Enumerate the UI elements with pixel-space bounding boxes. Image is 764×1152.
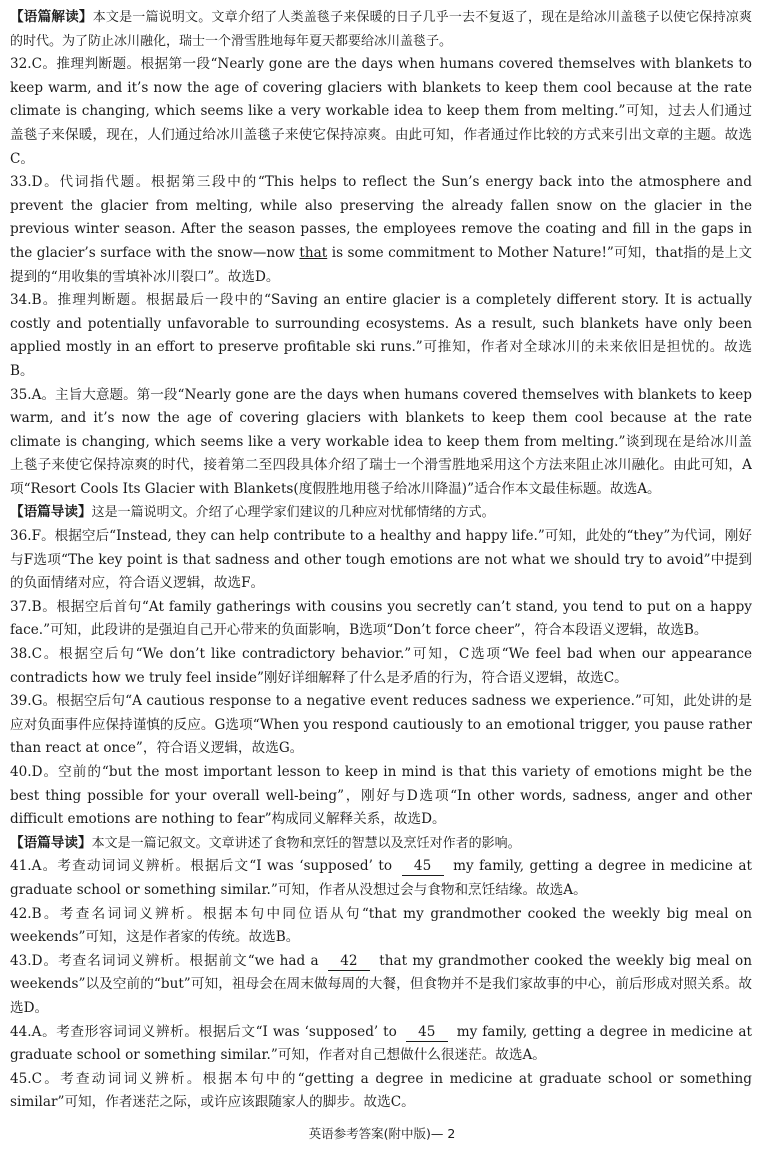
underlined-word: that bbox=[299, 244, 328, 261]
answer-text: 33.D。代词指代题。根据第三段中的“This helps to reflect the Sun’s energy back into the atmosphere and prevent the glacier from melting, while also preserving the already fallen snow on the glacier in the previous winter season. After the season passes, the employees remove the coating and fill in the gaps in the glacier’s surface with the snow—now bbox=[10, 174, 752, 261]
answer-text: is some commitment to Mother Nature!”可知，that指的是上文提到的“用收集的雪填补冰川裂口”。故选D。 bbox=[10, 244, 752, 285]
answer-text: my family, getting a degree in medicine at graduate school or something similar.”可知，作者从没想过会与食物和烹饪结缘。故选A。 bbox=[10, 858, 752, 898]
answer-item-45: 45.C。考查动词词义辨析。根据本句中的“getting a degree in medicine at graduate school or something similar”可知，作者迷茫之际，或许应该跟随家人的脚步。故选C。 bbox=[10, 1070, 752, 1111]
answer-item-36: 36.F。根据空后“Instead, they can help contribute to a healthy and happy life.”可知，此处的“they”为代词，刚好与F选项“The key point is that sadness and other tough emotions are not what we should try to avoid”中提到的负面情绪对应，符合语义逻辑，故选F。 bbox=[10, 528, 752, 592]
answer-item-44 bbox=[10, 1021, 752, 1068]
answer-item-46 bbox=[10, 1115, 752, 1116]
answer-text: 44.A。考查形容词词义辨析。根据后文“I was ‘supposed’ to bbox=[10, 1023, 402, 1040]
section-summary: 本文是一篇说明文。文章介绍了人类盖毯子来保暖的日子几乎一去不复返了，现在是给冰川盖毯子以使它保持凉爽的时代。为了防止冰川融化，瑞士一个滑雪胜地每年夏天都要给冰川盖毯子。 bbox=[10, 10, 752, 49]
section-tag: 【语篇导读】 bbox=[10, 834, 92, 851]
answer-item-34: 34.B。推理判断题。根据最后一段中的“Saving an entire glacier is a completely different story. It is actually costly and potentially unfavorable to surrounding ecosystems. As a result, such blankets have only been applied mostly in an effort to preserve profitable ski runs.”可推知，作者对全球冰川的未来依旧是担忧的。故选B。 bbox=[10, 292, 752, 379]
answer-text: 41.A。考查动词词义辨析。根据后文“I was ‘supposed’ to bbox=[10, 858, 398, 875]
blank-number: 45 bbox=[406, 1024, 448, 1042]
section-tag: 【语篇导读】 bbox=[10, 504, 92, 521]
answer-item-33 bbox=[10, 171, 752, 289]
answer-item-42: 42.B。考查名词词义辨析。根据本句中同位语从句“that my grandmother cooked the weekly big meal on weekends”可知，这是作者家的传统。故选B。 bbox=[10, 905, 752, 946]
answer-item-43 bbox=[10, 950, 752, 1021]
section-3-intro bbox=[10, 832, 752, 856]
section-summary: 这是一篇说明文。介绍了心理学家们建议的几种应对忧郁情绪的方式。 bbox=[91, 505, 495, 521]
answer-item-40: 40.D。空前的“but the most important lesson to keep in mind is that this variety of emotions might be the best thing possible for your overall well-being”，刚好与D选项“In other words, sadness, anger and other difficult emotions are nothing to fear”构成同义解释关系，故选D。 bbox=[10, 764, 752, 828]
section-2-intro bbox=[10, 501, 752, 525]
answer-item-38: 38.C。根据空后句“We don’t like contradictory behavior.”可知，C选项“We feel bad when our appearance contradicts how we truly feel inside”刚好详细解释了什么是矛盾的行为，符合语义逻辑，故选C。 bbox=[10, 646, 752, 686]
answer-item-39: 39.G。根据空后句“A cautious response to a negative event reduces sadness we experience.”可知，此处讲的是应对负面事件应保持谨慎的反应。G选项“When you respond cautiously to an emotional trigger, you pause rather than react at once”，符合语义逻辑，故选G。 bbox=[10, 693, 752, 757]
page-footer: 英语参考答案(附中版)— 2 bbox=[308, 1126, 456, 1141]
section-tag: 【语篇解读】 bbox=[10, 9, 93, 25]
blank-number: 42 bbox=[328, 953, 370, 971]
answer-page bbox=[10, 6, 752, 1116]
blank-number: 45 bbox=[402, 858, 444, 876]
answer-text: 43.D。考查名词词义辨析。根据前文“we had a bbox=[10, 952, 324, 969]
answer-item-37: 37.B。根据空后首句“At family gatherings with cousins you secretly can’t stand, you tend to put on a happy face.”可知，此段讲的是强迫自己开心带来的负面影响，B选项“Don’t force cheer”，符合本段语义逻辑，故选B。 bbox=[10, 598, 752, 639]
section-1-intro bbox=[10, 6, 752, 53]
section-summary: 本文是一篇记叙文。文章讲述了食物和烹饪的智慧以及烹饪对作者的影响。 bbox=[91, 835, 521, 851]
answer-text: my family, getting a degree in medicine at graduate school or something similar.”可知，作者对自己想做什么很迷茫。故选A。 bbox=[10, 1023, 752, 1064]
answer-text: that my grandmother cooked the weekly big meal on weekends”以及空前的“but”可知，祖母会在周末做每周的大餐，但食物并不是我们家故事的中心，前后形成对照关系。故选D。 bbox=[10, 952, 752, 1016]
answer-item-32: 32.C。推理判断题。根据第一段“Nearly gone are the days when humans covered themselves with blankets to keep warm, and it’s now the age of covering glaciers with blankets to keep them cool because at the rate climate is changing, which seems like a very workable idea to keep them from melting.”可知，过去人们通过盖毯子来保暖，现在，人们通过给冰川盖毯子来使它保持凉爽。由此可知，作者通过作比较的方式来引出文章的主题。故选C。 bbox=[10, 56, 752, 167]
answer-item-35: 35.A。主旨大意题。第一段“Nearly gone are the days when humans covered themselves with blankets to keep warm, and it’s now the age of covering glaciers with blankets to keep them cool because at the rate climate is changing, which seems like a very workable idea to keep them from melting.”谈到现在是给冰川盖上毯子来使它保持凉爽的时代，接着第二至四段具体介绍了瑞士一个滑雪胜地采用这个方法来阻止冰川融化。由此可知，A项“Resort Cools Its Glacier with Blankets(度假胜地用毯子给冰川降温)”适合作本文最佳标题。故选A。 bbox=[10, 386, 752, 497]
answer-item-41 bbox=[10, 855, 752, 902]
